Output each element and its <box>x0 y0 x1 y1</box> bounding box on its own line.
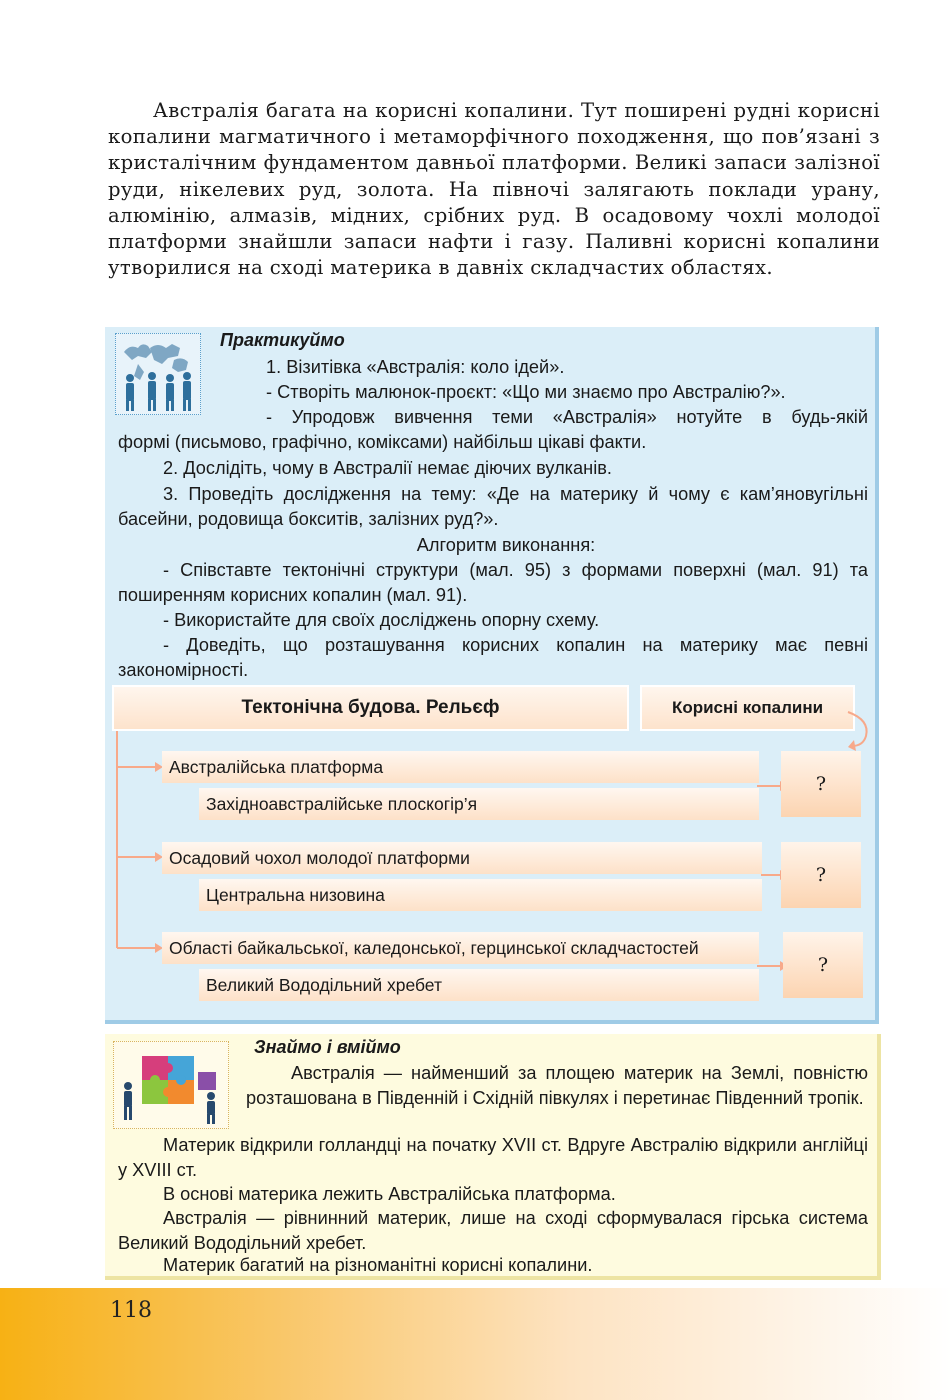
relief-central-lowland: Центральна низовина <box>199 879 762 911</box>
practice-item-3a: - Упродовж вивчення теми «Австралія» нотуйте в будь-якій <box>266 407 868 427</box>
practice-item-1: 1. Візитівка «Австралія: коло ідей». <box>266 357 565 377</box>
practice-item-9: - Доведіть, що розташування корисних копалин на материку має певні закономірності. <box>118 635 868 681</box>
practice-item-5: 3. Проведіть дослідження на тему: «Де на материку й чому є кам’яновугільні басейни, родовища бокситів, залізних руд?». <box>118 484 868 530</box>
practice-item-8: - Використайте для своїх досліджень опорну схему. <box>163 610 600 630</box>
structure-australian-platform: Австралійська платформа <box>162 751 759 783</box>
know-fact-3: В основі материка лежить Австралійська платформа. <box>163 1184 616 1204</box>
practice-item-2: - Створіть малюнок-проєкт: «Що ми знаємо про Австралію?». <box>266 382 786 402</box>
answer-box-3: ? <box>783 932 863 998</box>
structure-sedimentary-cover: Осадовий чохол молодої платформи <box>162 842 762 874</box>
relief-western-plateau: Західноавстралійське плоскогір’я <box>199 788 759 820</box>
know-fact-4: Австралія — рівнинний материк, лише на сході сформувалася гірська система Великий Вододільний хребет. <box>118 1208 868 1254</box>
relief-great-dividing-range: Великий Вододільний хребет <box>199 969 759 1001</box>
know-heading: Знаймо і вміймо <box>254 1037 401 1057</box>
puzzle-team-icon <box>113 1041 229 1129</box>
know-fact-1: Австралія — найменший за площею материк на Землі, повністю розташована в Південній і Східній півкулях і перетинає Південний тропік. <box>246 1063 868 1109</box>
practice-item-3b: формі (письмово, графічно, коміксами) найбільш цікаві факти. <box>118 432 647 452</box>
practice-item-4: 2. Дослідіть, чому в Австралії немає діючих вулканів. <box>163 458 612 478</box>
know-fact-5: Материк багатий на різноманітні корисні копалини. <box>163 1255 593 1275</box>
answer-box-1: ? <box>781 751 861 817</box>
diagram-header-minerals: Корисні копалини <box>640 685 855 731</box>
structure-folded-areas: Області байкальської, каледонської, герцинської складчастостей <box>162 932 759 964</box>
know-fact-2: Материк відкрили голландці на початку XVII ст. Вдруге Австралію відкрили англійці у XVIII ст. <box>118 1135 868 1181</box>
page-number: 118 <box>110 1298 152 1323</box>
practice-item-7: - Співставте тектонічні структури (мал. 95) з формами поверхні (мал. 91) та поширенням корисних копалин (мал. 91). <box>118 560 868 606</box>
algorithm-title: Алгоритм виконання: <box>416 535 596 555</box>
practice-heading: Практикуймо <box>220 330 345 350</box>
intro-paragraph: Австралія багата на корисні копалини. Тут поширені рудні корисні копалини магматичного і метаморфічного походження, що пов’язані з кристалічним фундаментом давньої платформи. Великі запаси залізної руди, нікелевих руд, золота. На півночі залягають поклади урану, алюмінію, алмазів, мідних, срібних руд. В осадовому чохлі молодої платформи знайшли запаси нафти і газу. Паливні корисні копалини утворилися на сході материка в давніх складчастих областях. <box>108 99 880 280</box>
diagram-header-tectonics: Тектонічна будова. Рельєф <box>112 685 629 731</box>
answer-box-2: ? <box>781 842 861 908</box>
